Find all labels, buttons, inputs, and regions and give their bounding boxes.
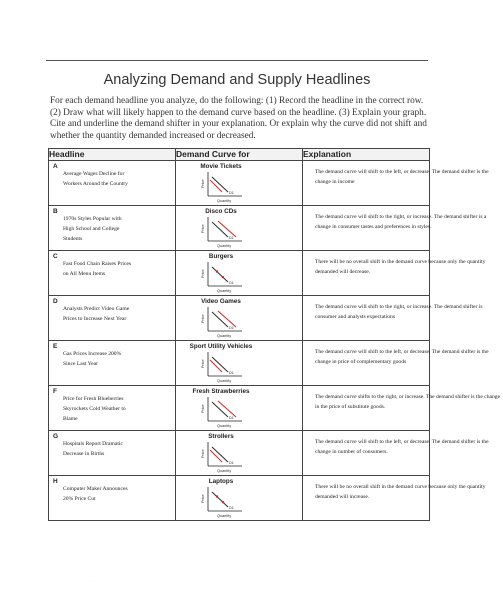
price-axis-label: Price bbox=[201, 494, 205, 503]
demand-curve-cell bbox=[176, 431, 303, 476]
demand-curve-cell bbox=[176, 386, 303, 431]
graph-title: Strollers bbox=[208, 433, 234, 440]
demand-graph bbox=[200, 260, 244, 294]
demand-graph bbox=[200, 170, 244, 204]
quantity-axis-label: Quantity bbox=[217, 424, 232, 428]
headline-cell bbox=[49, 341, 176, 386]
table-row bbox=[49, 251, 430, 296]
price-axis-label: Price bbox=[201, 449, 205, 458]
row-letter: B bbox=[53, 208, 58, 215]
demand-graph bbox=[200, 395, 244, 429]
column-header-explanation: Explanation bbox=[303, 149, 430, 161]
top-rule bbox=[46, 60, 428, 61]
d1-label: D1 bbox=[229, 191, 234, 195]
point-a bbox=[216, 495, 218, 497]
headline-cell bbox=[49, 431, 176, 476]
graph-title: Disco CDs bbox=[205, 208, 237, 215]
quantity-axis-label: Quantity bbox=[217, 334, 232, 338]
original-demand-curve bbox=[212, 222, 228, 237]
table-row bbox=[49, 476, 430, 521]
quantity-axis-label: Quantity bbox=[217, 289, 232, 293]
headline-text: Gas Prices Increase 200% Since Last Year bbox=[63, 351, 122, 367]
explanation-text: There will be no overall shift in the demand curve because only the quantity demanded will decrease. bbox=[315, 259, 486, 275]
table-row bbox=[49, 161, 430, 206]
d1-label: D1 bbox=[229, 281, 234, 285]
new-demand-curve bbox=[210, 360, 222, 372]
point-a bbox=[216, 270, 218, 272]
row-letter: H bbox=[53, 478, 58, 485]
demand-graph bbox=[200, 350, 244, 384]
explanation-text: The demand curve will shift to the left, or decrease. The demand shifter is the change in income bbox=[315, 169, 489, 185]
headline-text: 1970s Styles Popular with High School and College Students bbox=[63, 216, 122, 242]
row-letter: E bbox=[53, 343, 58, 350]
headline-cell bbox=[49, 386, 176, 431]
table-row bbox=[49, 386, 430, 431]
original-demand-curve bbox=[212, 402, 228, 417]
headline-text: Price for Fresh Blueberries Skyrockets Cold Weather to Blame bbox=[63, 396, 126, 422]
table-row bbox=[49, 296, 430, 341]
explanation-cell bbox=[303, 161, 489, 206]
d1-label: D1 bbox=[229, 236, 234, 240]
explanation-text: The demand curve will shift to the left, or decrease. The demand shifter is the change in price of complementary goods bbox=[315, 349, 489, 365]
headline-cell bbox=[49, 476, 176, 521]
explanation-cell bbox=[303, 206, 487, 251]
row-letter: G bbox=[53, 433, 59, 440]
table-row bbox=[49, 341, 430, 386]
headline-text: Fast Food Chain Raises Prices on All Menu Items bbox=[63, 261, 132, 277]
graph-title: Sport Utility Vehicles bbox=[189, 343, 253, 350]
new-demand-curve bbox=[218, 401, 236, 417]
headline-text: Hospitals Report Dramatic Decrease in Births bbox=[63, 441, 123, 457]
headline-cell bbox=[49, 296, 176, 341]
explanation-cell bbox=[303, 386, 501, 431]
demand-graph bbox=[200, 215, 244, 249]
demand-curve-cell bbox=[176, 476, 303, 521]
new-demand-curve bbox=[210, 450, 222, 462]
table-row bbox=[49, 431, 430, 476]
demand-curve-cell bbox=[176, 161, 303, 206]
headline-cell bbox=[49, 251, 176, 296]
headline-text: Computer Maker Announces 20% Price Cut bbox=[63, 486, 128, 502]
d1-label: D1 bbox=[229, 326, 234, 330]
footer-mark: . bbox=[90, 578, 92, 583]
row-letter: F bbox=[53, 388, 57, 395]
explanation-cell bbox=[303, 296, 483, 341]
demand-curve-cell bbox=[176, 296, 303, 341]
demand-graph bbox=[200, 440, 244, 474]
new-demand-curve bbox=[210, 180, 222, 192]
demand-curve-cell bbox=[176, 341, 303, 386]
price-axis-label: Price bbox=[201, 404, 205, 413]
price-axis-label: Price bbox=[201, 314, 205, 323]
row-letter: C bbox=[53, 253, 58, 260]
point-b bbox=[222, 501, 224, 503]
d1-label: D1 bbox=[229, 371, 234, 375]
explanation-text: There will be no overall shift in the demand curve because only the quantity demanded will increase. bbox=[315, 484, 486, 500]
demand-curve-cell bbox=[176, 251, 303, 296]
column-header-curve: Demand Curve for bbox=[176, 149, 303, 161]
headline-cell bbox=[49, 161, 176, 206]
explanation-cell bbox=[303, 251, 486, 296]
instructions-paragraph: For each demand headline you analyze, do the following: (1) Record the headline in the correct row. (2) Draw what will likely happen to the demand curve based on the headline. (3) Explain your graph. Cite and underline the demand shifter in your explanation. Or explain why the curve did not shift and whether the quantity demanded increased or decreased. bbox=[50, 96, 427, 141]
table-body bbox=[49, 161, 501, 521]
headline-table bbox=[48, 148, 501, 521]
row-letter: A bbox=[53, 163, 58, 170]
new-demand-curve bbox=[218, 311, 236, 327]
quantity-axis-label: Quantity bbox=[217, 379, 232, 383]
demand-curve-cell bbox=[176, 206, 303, 251]
quantity-axis-label: Quantity bbox=[217, 199, 232, 203]
point-b bbox=[222, 276, 224, 278]
d1-label: D1 bbox=[229, 506, 234, 510]
graph-title: Video Games bbox=[201, 298, 241, 305]
price-axis-label: Price bbox=[201, 224, 205, 233]
headline-text: Analysts Predict Video Game Prices to Increase Next Year bbox=[63, 306, 130, 322]
price-axis-label: Price bbox=[201, 359, 205, 368]
new-demand-curve bbox=[218, 221, 236, 237]
original-demand-curve bbox=[212, 492, 228, 507]
explanation-text: The demand curve will shift to the left, or decrease. The demand shifter is the change in number of consumers. bbox=[315, 439, 489, 455]
graph-title: Movie Tickets bbox=[200, 163, 242, 170]
price-axis-label: Price bbox=[201, 179, 205, 188]
column-header-headline: Headline bbox=[49, 149, 176, 161]
explanation-cell bbox=[303, 341, 489, 386]
explanation-text: The demand curve shifts to the right, or increase. The demand shifter is the change in the price of substitute goods. bbox=[315, 394, 501, 410]
explanation-text: The demand curve will shift to the right, or increase. The demand shifter is consumer and analysts expectations bbox=[315, 304, 483, 320]
explanation-cell bbox=[303, 431, 489, 476]
demand-graph bbox=[200, 305, 244, 339]
demand-graph bbox=[200, 485, 244, 519]
explanation-text: The demand curve will shift to the right, or increase. The demand shifter is a change in consumer tastes and preferences in styles. bbox=[315, 214, 487, 230]
page-title: Analyzing Demand and Supply Headlines bbox=[103, 72, 371, 88]
headline-text: Average Wages Decline for Workers Around the Country bbox=[63, 171, 128, 187]
table-row bbox=[49, 206, 430, 251]
headline-cell bbox=[49, 206, 176, 251]
quantity-axis-label: Quantity bbox=[217, 469, 232, 473]
price-axis-label: Price bbox=[201, 269, 205, 278]
table-header-row bbox=[49, 149, 430, 161]
graph-title: Fresh Strawberries bbox=[192, 388, 250, 395]
graph-title: Laptops bbox=[208, 478, 234, 485]
explanation-cell bbox=[303, 476, 486, 521]
quantity-axis-label: Quantity bbox=[217, 514, 232, 518]
d1-label: D1 bbox=[229, 461, 234, 465]
quantity-axis-label: Quantity bbox=[217, 244, 232, 248]
d1-label: D1 bbox=[229, 416, 234, 420]
graph-title: Burgers bbox=[208, 253, 234, 260]
original-demand-curve bbox=[212, 267, 228, 282]
original-demand-curve bbox=[212, 312, 228, 327]
row-letter: D bbox=[53, 298, 58, 305]
